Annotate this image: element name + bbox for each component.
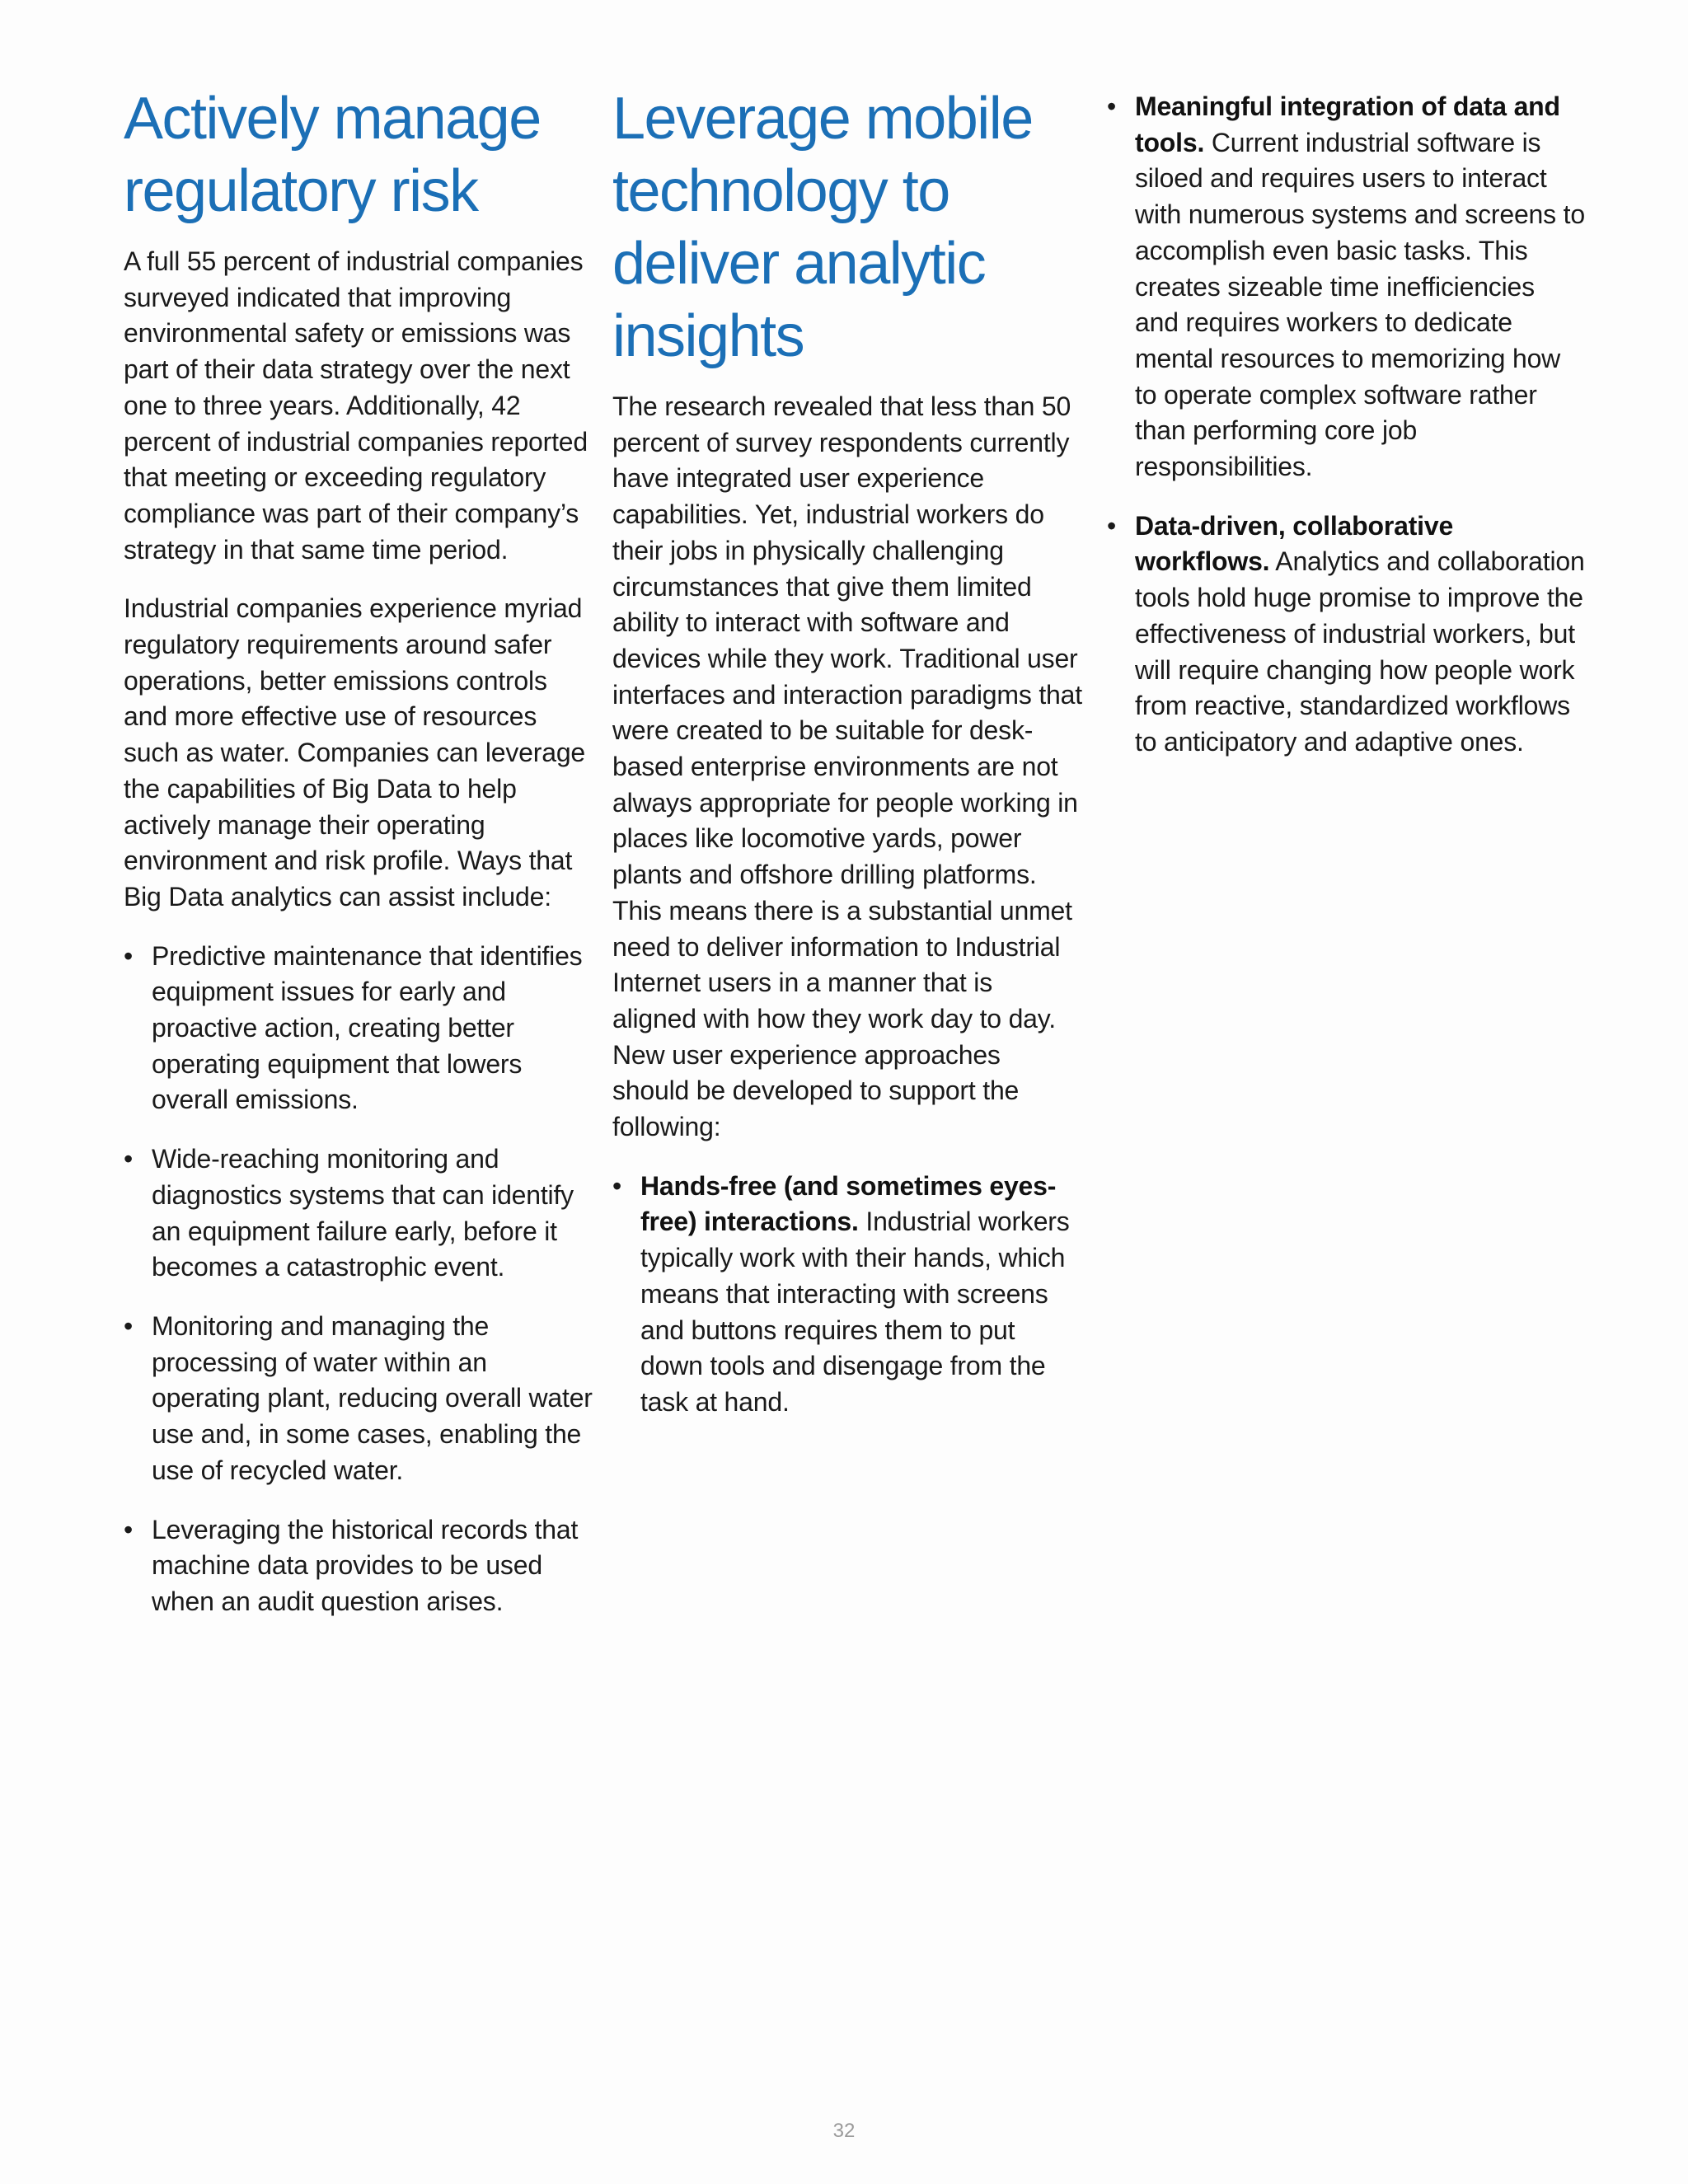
bullet-icon: •	[124, 940, 134, 971]
list-item-text: Current industrial software is siloed and requires users to interact with numerous systems and screens to accomplish even basic tasks. This creates sizeable time inefficiencies and requires workers to dedicate mental resources to memorizing how to operate complex software rather than performing core job responsibilities.	[1135, 127, 1585, 482]
list-item	[124, 1512, 593, 1620]
bullet-icon: •	[124, 1144, 134, 1174]
section-heading-mobile-technology: Leverage mobile technology to deliver analytic insights	[612, 86, 1033, 369]
page-number: 32	[832, 2120, 856, 2142]
body-paragraph: Industrial companies experience myriad regulatory requirements around safer operations, better emissions controls and more effective use of resources such as water. Companies can leverage the capabilities of Big Data to help actively manage their operating environment and risk profile. Ways that Big Data analytics can assist include:	[124, 593, 586, 912]
list-item-text: Wide-reaching monitoring and diagnostics systems that can identify an equipment failure early, before it becomes a catastrophic event.	[152, 1144, 574, 1282]
list-item-text: Leveraging the historical records that machine data provides to be used when an audit question arises.	[152, 1514, 579, 1616]
bullet-list	[612, 1169, 1082, 1421]
bullet-icon: •	[124, 1310, 134, 1341]
list-item	[1107, 89, 1585, 485]
list-item-text: Monitoring and managing the processing of water within an operating plant, reducing overall water use and, in some cases, enabling the use of recycled water.	[152, 1310, 593, 1485]
list-item	[124, 939, 593, 1119]
bullet-list	[124, 939, 593, 1620]
bullet-icon: •	[1107, 510, 1117, 541]
column-3	[1107, 89, 1585, 784]
body-paragraph: The research revealed that less than 50 percent of survey respondents currently have integrated user experience capabilities. Yet, industrial workers do their jobs in physically challenging circumstances that give them limited ability to interact with software and devices while they work. Traditional user interfaces and interaction paradigms that were created to be suitable for desk-based enterprise environments are not always appropriate for people working in places like locomotive yards, power plants and offshore drilling platforms. This means there is a substantial unmet need to deliver information to Industrial Internet users in a manner that is aligned with how they work day to day. New user experience approaches should be developed to support the following:	[612, 391, 1082, 1142]
column-2	[612, 82, 1082, 1444]
list-item-text: Predictive maintenance that identifies equipment issues for early and proactive action, creating better operating equipment that lowers overall emissions.	[152, 940, 583, 1115]
bullet-icon: •	[124, 1514, 134, 1544]
list-item-lead: Meaningful integration of data and tools.	[1135, 91, 1560, 157]
bullet-list	[1107, 89, 1585, 761]
list-item	[124, 1141, 593, 1286]
list-item-text: Analytics and collaboration tools hold huge promise to improve the effectiveness of industrial workers, but will require changing how people work from reactive, standardized workflows to anticipatory and adaptive ones.	[1135, 546, 1585, 757]
body-paragraph: A full 55 percent of industrial companies surveyed indicated that improving environmental safety or emissions was part of their data strategy over the next one to three years. Additionally, 42 percent of industrial companies reported that meeting or exceeding regulatory compliance was part of their company’s strategy in that same time period.	[124, 246, 588, 565]
bullet-icon: •	[612, 1170, 622, 1201]
list-item	[1107, 509, 1585, 761]
list-item-lead: Hands-free (and sometimes eyes-free) interactions.	[640, 1170, 1057, 1237]
list-item-lead: Data-driven, collaborative workflows.	[1135, 510, 1454, 577]
bullet-icon: •	[1107, 91, 1117, 121]
list-item	[124, 1309, 593, 1489]
list-item-text: Industrial workers typically work with their hands, which means that interacting with screens and buttons requires them to put down tools and disengage from the task at hand.	[640, 1207, 1070, 1417]
column-1	[124, 82, 593, 1643]
list-item	[612, 1169, 1082, 1421]
section-heading-regulatory-risk: Actively manage regulatory risk	[124, 86, 541, 224]
